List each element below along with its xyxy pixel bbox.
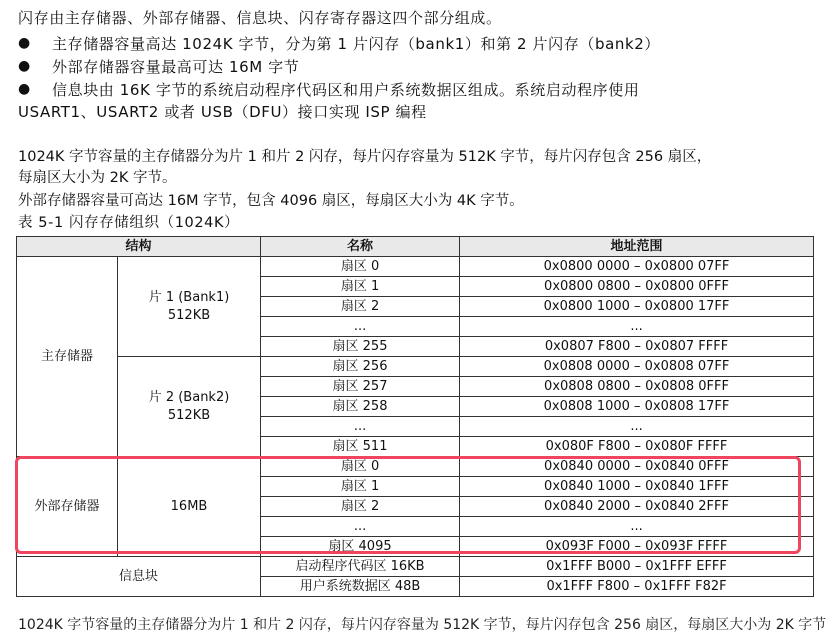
sector-address: ... bbox=[460, 417, 814, 437]
info-area-address: 0x1FFF B000 – 0x1FFF EFFF bbox=[460, 557, 814, 577]
sector-name: 扇区 2 bbox=[261, 497, 460, 517]
sector-name: 扇区 256 bbox=[261, 357, 460, 377]
sector-address: 0x0840 1000 – 0x0840 1FFF bbox=[460, 477, 814, 497]
bank1-cell bbox=[118, 257, 261, 357]
table-row bbox=[17, 557, 814, 577]
sector-address: 0x0808 0800 – 0x0808 0FFF bbox=[460, 377, 814, 397]
bullet-external-memory: 外部存储器容量最高可达 16M 字节 bbox=[52, 58, 300, 76]
cutoff-text: 1024K 字节容量的主存储器分为片 1 和片 2 闪存，每片闪存容量为 512K 字节，每片闪存包含 256 扇区，每扇区大小为 2K 字节 bbox=[18, 617, 827, 633]
paragraph-line-1: 1024K 字节容量的主存储器分为片 1 和片 2 闪存，每片闪存容量为 512K 字节，每片闪存包含 256 扇区， bbox=[18, 149, 712, 165]
external-memory-size: 16MB bbox=[118, 457, 261, 557]
sector-address: 0x093F F000 – 0x093F FFFF bbox=[460, 537, 814, 557]
sector-name: 扇区 2 bbox=[261, 297, 460, 317]
table-row bbox=[17, 357, 814, 377]
bank1-label: 片 1 (Bank1) bbox=[148, 289, 230, 305]
info-area-address: 0x1FFF F800 – 0x1FFF F82F bbox=[460, 577, 814, 597]
sector-address: 0x0808 0000 – 0x0808 07FF bbox=[460, 357, 814, 377]
sector-address: 0x0807 F800 – 0x0807 FFFF bbox=[460, 337, 814, 357]
sector-name: ... bbox=[261, 417, 460, 437]
sector-name: 扇区 511 bbox=[261, 437, 460, 457]
bullet-dot: ● bbox=[18, 35, 31, 51]
sector-address: 0x0800 0000 – 0x0800 07FF bbox=[460, 257, 814, 277]
table-caption: 表 5-1 闪存存储组织（1024K） bbox=[18, 215, 240, 231]
info-block-cell: 信息块 bbox=[17, 557, 261, 597]
bank2-label: 片 2 (Bank2) bbox=[148, 389, 230, 405]
bullet-info-block: 信息块由 16K 字节的系统启动程序代码区和用户系统数据区组成。系统启动程序使用 bbox=[52, 81, 640, 99]
paragraph-line-3: 外部存储器容量可高达 16M 字节，包含 4096 扇区，每扇区大小为 4K 字节。 bbox=[18, 193, 524, 209]
bank2-size: 512KB bbox=[167, 407, 211, 423]
sector-address: ... bbox=[460, 517, 814, 537]
external-memory-cell: 外部存储器 bbox=[17, 457, 118, 557]
sector-name: 扇区 0 bbox=[261, 257, 460, 277]
table-row bbox=[17, 457, 814, 477]
table-row bbox=[17, 257, 814, 277]
sector-name: 扇区 0 bbox=[261, 457, 460, 477]
sector-address: 0x0808 1000 – 0x0808 17FF bbox=[460, 397, 814, 417]
info-area-name: 启动程序代码区 16KB bbox=[261, 557, 460, 577]
bullet-dot: ● bbox=[18, 81, 31, 97]
sector-name: 扇区 1 bbox=[261, 477, 460, 497]
bullet-dot: ● bbox=[18, 58, 31, 74]
header-structure: 结构 bbox=[17, 237, 261, 257]
sector-name: 扇区 257 bbox=[261, 377, 460, 397]
sector-name: 扇区 255 bbox=[261, 337, 460, 357]
intro-line: 闪存由主存储器、外部存储器、信息块、闪存寄存器这四个部分组成。 bbox=[18, 9, 502, 27]
sector-name: ... bbox=[261, 317, 460, 337]
table-header-row bbox=[17, 237, 814, 257]
bullet-main-memory: 主存储器容量高达 1024K 字节，分为第 1 片闪存（bank1）和第 2 片闪存（bank2） bbox=[52, 35, 661, 53]
sector-address: 0x0800 0800 – 0x0800 0FFF bbox=[460, 277, 814, 297]
main-memory-cell: 主存储器 bbox=[17, 257, 118, 457]
sector-name: 扇区 1 bbox=[261, 277, 460, 297]
sector-address: 0x080F F800 – 0x080F FFFF bbox=[460, 437, 814, 457]
sector-name: ... bbox=[261, 517, 460, 537]
bullet-info-block-cont: USART1、USART2 或者 USB（DFU）接口实现 ISP 编程 bbox=[18, 103, 427, 121]
paragraph-line-2: 每扇区大小为 2K 字节。 bbox=[18, 170, 177, 186]
header-address-range: 地址范围 bbox=[460, 237, 814, 257]
sector-address: 0x0840 0000 – 0x0840 0FFF bbox=[460, 457, 814, 477]
sector-name: 扇区 4095 bbox=[261, 537, 460, 557]
bank2-cell bbox=[118, 357, 261, 457]
header-name: 名称 bbox=[261, 237, 460, 257]
info-area-name: 用户系统数据区 48B bbox=[261, 577, 460, 597]
flash-organization-table bbox=[16, 236, 814, 597]
sector-name: 扇区 258 bbox=[261, 397, 460, 417]
sector-address: ... bbox=[460, 317, 814, 337]
sector-address: 0x0800 1000 – 0x0800 17FF bbox=[460, 297, 814, 317]
sector-address: 0x0840 2000 – 0x0840 2FFF bbox=[460, 497, 814, 517]
bank1-size: 512KB bbox=[167, 307, 211, 323]
